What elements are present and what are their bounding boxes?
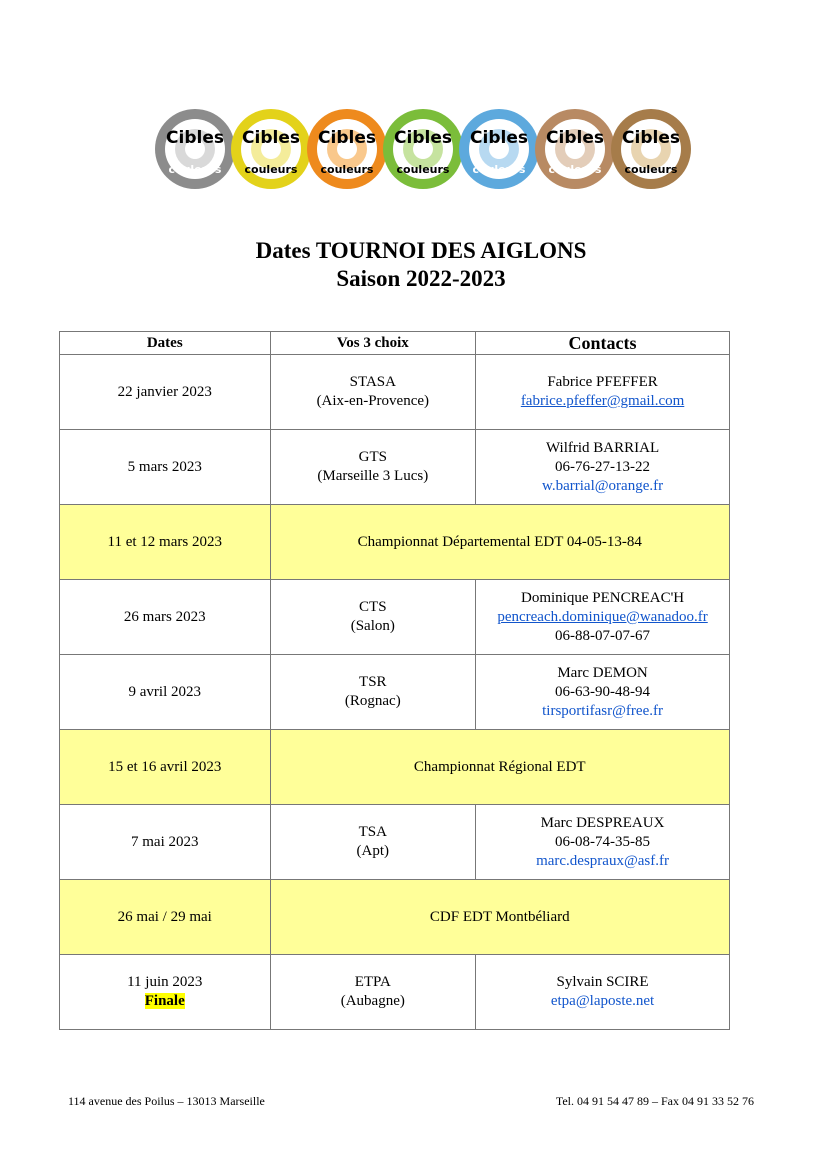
contact-email-link[interactable]: w.barrial@orange.fr <box>541 477 664 494</box>
svg-text:Cibles: Cibles <box>242 128 300 148</box>
row-club <box>270 955 476 1030</box>
table-row <box>60 355 730 430</box>
row-event: CDF EDT Montbéliard <box>270 880 730 955</box>
header-choices: Vos 3 choix <box>270 332 476 355</box>
row-club <box>270 355 476 430</box>
club-place: (Apt) <box>356 843 390 859</box>
club-name: ETPA <box>354 974 391 990</box>
row-contact <box>476 430 730 505</box>
row-club <box>270 430 476 505</box>
table-row <box>60 430 730 505</box>
club-name: TSA <box>358 824 387 840</box>
cibles-logo-brown <box>609 107 693 191</box>
cibles-logo-orange <box>305 107 389 191</box>
contact-phone: 06-76-27-13-22 <box>555 458 651 475</box>
footer-address: 114 avenue des Poilus – 13013 Marseille <box>68 1094 265 1108</box>
svg-text:couleurs: couleurs <box>624 163 678 176</box>
row-contact <box>476 655 730 730</box>
contact-email-link[interactable]: tirsportifasr@free.fr <box>542 702 663 719</box>
contact-email-link[interactable]: marc.despraux@asf.fr <box>536 852 669 869</box>
table-row <box>60 580 730 655</box>
svg-text:couleurs: couleurs <box>472 163 526 176</box>
cibles-logo-blue <box>457 107 541 191</box>
contact-name: Marc DESPREAUX <box>540 814 665 831</box>
club-name: TSR <box>359 674 387 690</box>
svg-text:couleurs: couleurs <box>244 163 298 176</box>
club-name: STASA <box>349 374 396 390</box>
club-place: (Salon) <box>350 618 395 634</box>
contact-name: Wilfrid BARRIAL <box>545 439 660 456</box>
table-row-event <box>60 880 730 955</box>
cibles-couleurs-logo-strip <box>153 107 693 197</box>
svg-text:couleurs: couleurs <box>548 163 602 176</box>
club-name: CTS <box>359 599 387 615</box>
table-header-row <box>60 332 730 355</box>
title-line-1: Dates TOURNOI DES AIGLONS <box>255 238 587 263</box>
club-place: (Aix-en-Provence) <box>316 393 430 409</box>
row-date: 22 janvier 2023 <box>60 355 271 430</box>
svg-text:Cibles: Cibles <box>622 128 680 148</box>
row-date: 15 et 16 avril 2023 <box>60 730 271 805</box>
row-club <box>270 655 476 730</box>
title-line-2: Saison 2022-2023 <box>336 266 506 291</box>
svg-text:Cibles: Cibles <box>546 128 604 148</box>
row-contact <box>476 955 730 1030</box>
finale-badge: Finale <box>144 993 185 1009</box>
contact-phone: 06-08-74-35-85 <box>555 833 651 850</box>
row-date: 11 et 12 mars 2023 <box>60 505 271 580</box>
cibles-logo-grey <box>153 107 237 191</box>
contact-email-link[interactable]: pencreach.dominique@wanadoo.fr <box>497 608 708 625</box>
club-place: (Aubagne) <box>340 993 405 1009</box>
tournament-schedule-table <box>59 331 730 1030</box>
contact-email-link[interactable]: fabrice.pfeffer@gmail.com <box>520 393 685 409</box>
club-place: (Rognac) <box>344 693 401 709</box>
row-club <box>270 805 476 880</box>
svg-text:Cibles: Cibles <box>470 128 528 148</box>
cibles-logo-green <box>381 107 465 191</box>
contact-email-link[interactable]: etpa@laposte.net <box>550 993 655 1009</box>
row-date: 26 mars 2023 <box>60 580 271 655</box>
svg-text:couleurs: couleurs <box>168 163 222 176</box>
contact-name: Marc DEMON <box>557 664 648 681</box>
row-date: 7 mai 2023 <box>60 805 271 880</box>
club-name: GTS <box>358 449 387 465</box>
cibles-logo-tan <box>533 107 617 191</box>
svg-text:Cibles: Cibles <box>318 128 376 148</box>
header-dates: Dates <box>60 332 271 355</box>
row-club <box>270 580 476 655</box>
header-contacts: Contacts <box>476 332 730 355</box>
table-row-event <box>60 505 730 580</box>
contact-name: Fabrice PFEFFER <box>547 374 658 390</box>
contact-name: Dominique PENCREAC'H <box>520 589 685 606</box>
row-event: Championnat Régional EDT <box>270 730 730 805</box>
row-contact <box>476 355 730 430</box>
row-contact <box>476 580 730 655</box>
table-row <box>60 955 730 1030</box>
contact-phone: 06-88-07-07-67 <box>555 627 651 644</box>
table-row-event <box>60 730 730 805</box>
table-row <box>60 655 730 730</box>
final-date: 11 juin 2023 <box>127 974 203 990</box>
row-date <box>60 955 271 1030</box>
cibles-logo-yellow <box>229 107 313 191</box>
svg-text:couleurs: couleurs <box>396 163 450 176</box>
svg-text:couleurs: couleurs <box>320 163 374 176</box>
contact-phone: 06-63-90-48-94 <box>555 683 651 700</box>
contact-name: Sylvain SCIRE <box>556 974 649 990</box>
row-date: 9 avril 2023 <box>60 655 271 730</box>
row-event: Championnat Départemental EDT 04-05-13-84 <box>270 505 730 580</box>
row-contact <box>476 805 730 880</box>
club-place: (Marseille 3 Lucs) <box>317 468 429 484</box>
page-title <box>0 237 826 293</box>
row-date: 26 mai / 29 mai <box>60 880 271 955</box>
row-date: 5 mars 2023 <box>60 430 271 505</box>
table-row <box>60 805 730 880</box>
svg-text:Cibles: Cibles <box>166 128 224 148</box>
svg-text:Cibles: Cibles <box>394 128 452 148</box>
footer-phones: Tel. 04 91 54 47 89 – Fax 04 91 33 52 76 <box>555 1094 754 1108</box>
